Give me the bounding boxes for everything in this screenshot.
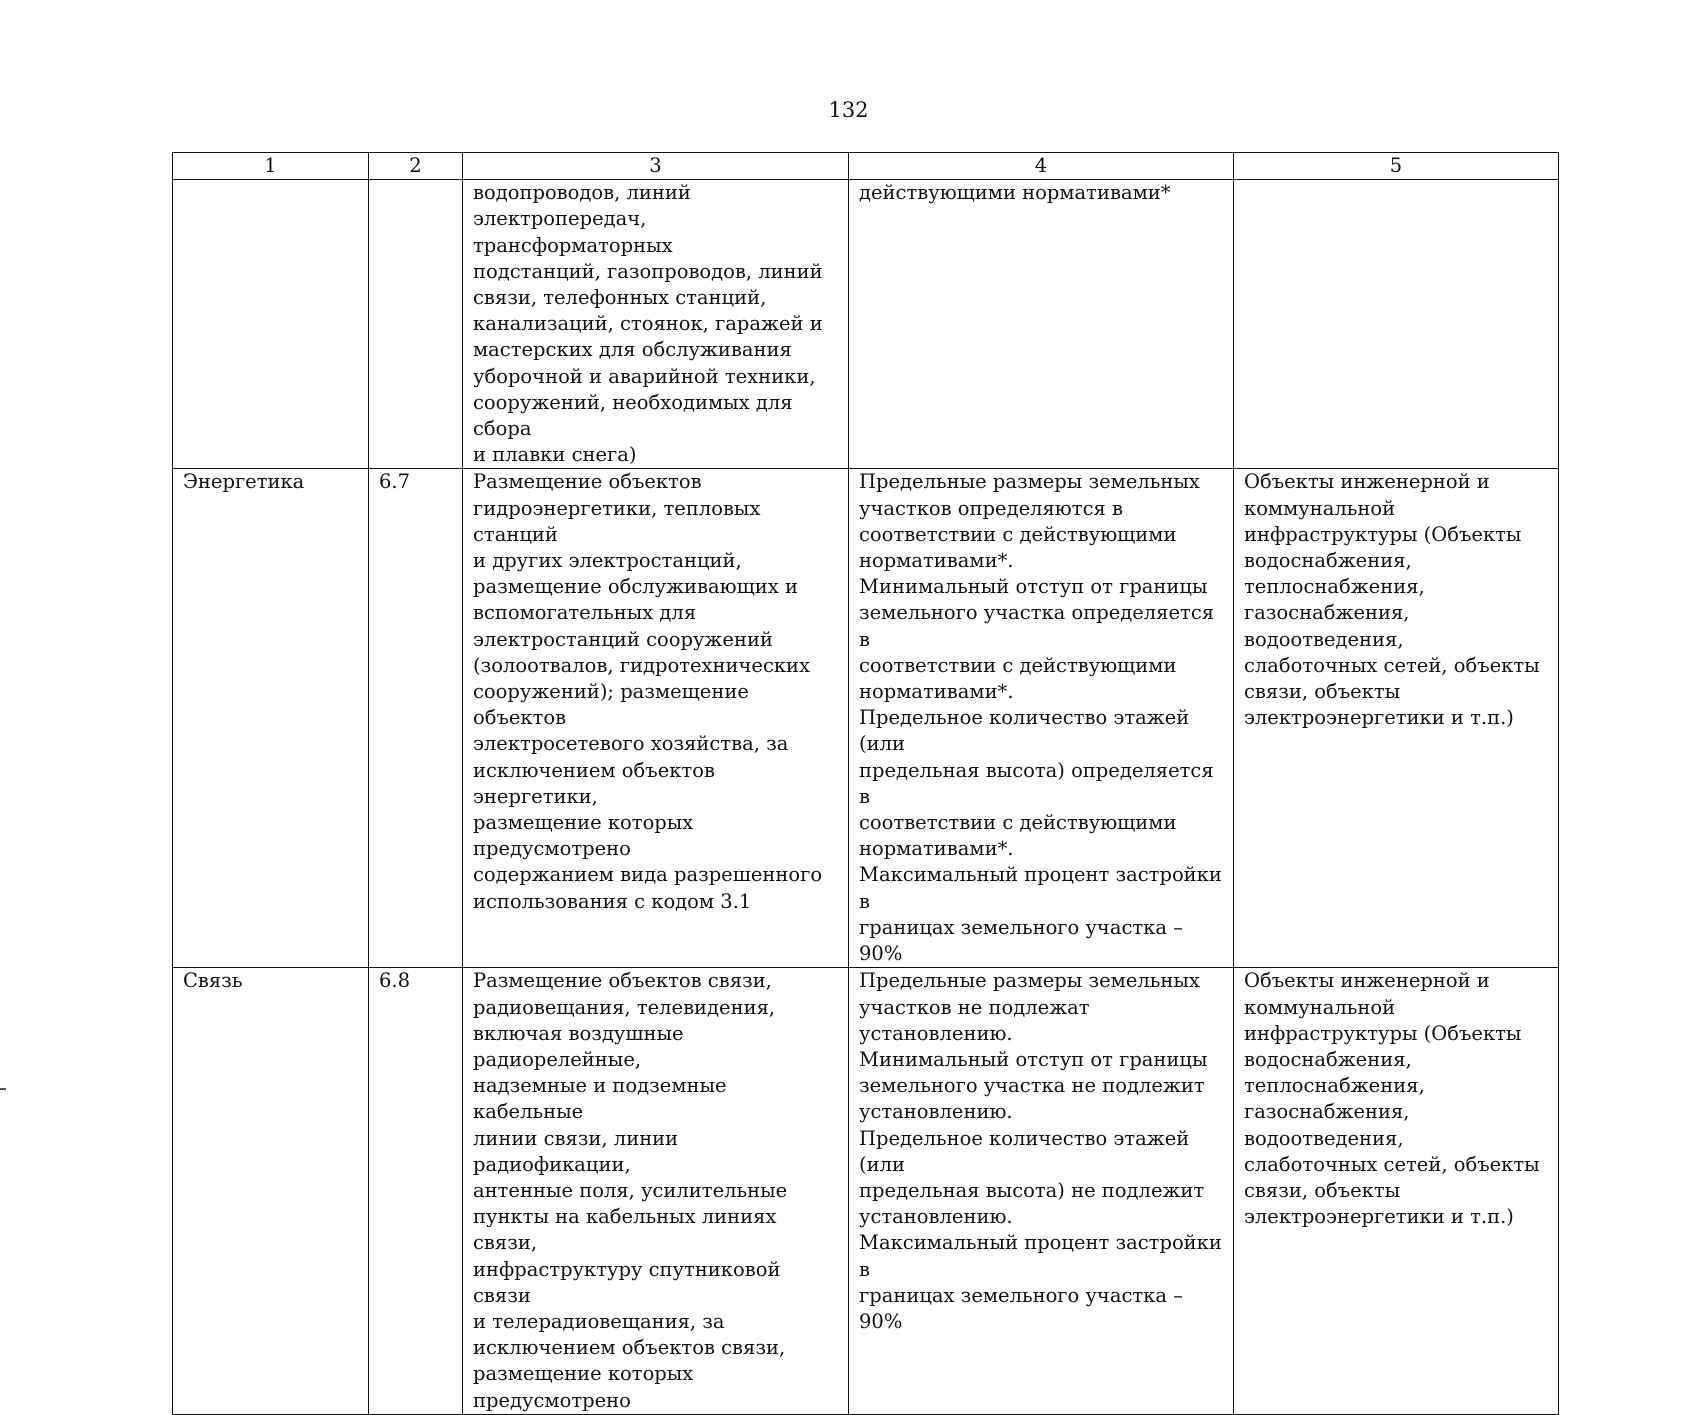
header-col-2: 2 xyxy=(369,153,463,180)
table-row-energetics xyxy=(173,469,1559,968)
page-number: 132 xyxy=(828,98,869,122)
cell-use-description: водопроводов, линий электропередач, трансформаторных подстанций, газопроводов, линий связи, телефонных станций, канализаций, стоянок, гаражей и мастерских для обслуживания уборочной и аварийной техники, сооружений, необходимых для сбора и плавки снега) xyxy=(463,180,849,469)
cell-use-objects: Объекты инженерной и коммунальной инфраструктуры (Объекты водоснабжения, теплоснабжения, газоснабжения, водоотведения, слаботочных сетей, объекты связи, объекты электроэнергетики и т.п.) xyxy=(1234,469,1559,968)
cell-use-description: Размещение объектов гидроэнергетики, тепловых станций и других электростанций, размещение обслуживающих и вспомогательных для электростанций сооружений (золоотвалов, гидротехнических сооружений); размещение объектов электросетевого хозяйства, за исключением объектов энергетики, размещение которых предусмотрено содержанием вида разрешенного использования с кодом 3.1 xyxy=(463,469,849,968)
cell-use-name: Энергетика xyxy=(173,469,369,968)
cell-use-objects xyxy=(1234,180,1559,469)
header-col-5: 5 xyxy=(1234,153,1559,180)
cell-use-name xyxy=(173,180,369,469)
table-row-communication xyxy=(173,968,1559,1414)
cell-use-code xyxy=(369,180,463,469)
header-row xyxy=(173,153,1559,180)
cell-use-parameters: действующими нормативами* xyxy=(849,180,1234,469)
land-use-table xyxy=(172,152,1559,1415)
table-row-continuation xyxy=(173,180,1559,469)
cell-use-name: Связь xyxy=(173,968,369,1414)
margin-mark xyxy=(0,1088,6,1090)
cell-use-parameters: Предельные размеры земельных участков не подлежат установлению. Минимальный отступ от границы земельного участка не подлежит установлению. Предельное количество этажей (или предельная высота) не подлежит установлению. Максимальный процент застройки в границах земельного участка – 90% xyxy=(849,968,1234,1414)
cell-use-objects: Объекты инженерной и коммунальной инфраструктуры (Объекты водоснабжения, теплоснабжения, газоснабжения, водоотведения, слаботочных сетей, объекты связи, объекты электроэнергетики и т.п.) xyxy=(1234,968,1559,1414)
header-col-4: 4 xyxy=(849,153,1234,180)
cell-use-description: Размещение объектов связи, радиовещания, телевидения, включая воздушные радиорелейные, надземные и подземные кабельные линии связи, линии радиофикации, антенные поля, усилительные пункты на кабельных линиях связи, инфраструктуру спутниковой связи и телерадиовещания, за исключением объектов связи, размещение которых предусмотрено xyxy=(463,968,849,1414)
header-col-1: 1 xyxy=(173,153,369,180)
cell-use-parameters: Предельные размеры земельных участков определяются в соответствии с действующими нормативами*. Минимальный отступ от границы земельного участка определяется в соответствии с действующими нормативами*. Предельное количество этажей (или предельная высота) определяется в соответствии с действующими нормативами*. Максимальный процент застройки в границах земельного участка – 90% xyxy=(849,469,1234,968)
header-col-3: 3 xyxy=(463,153,849,180)
cell-use-code: 6.7 xyxy=(369,469,463,968)
cell-use-code: 6.8 xyxy=(369,968,463,1414)
